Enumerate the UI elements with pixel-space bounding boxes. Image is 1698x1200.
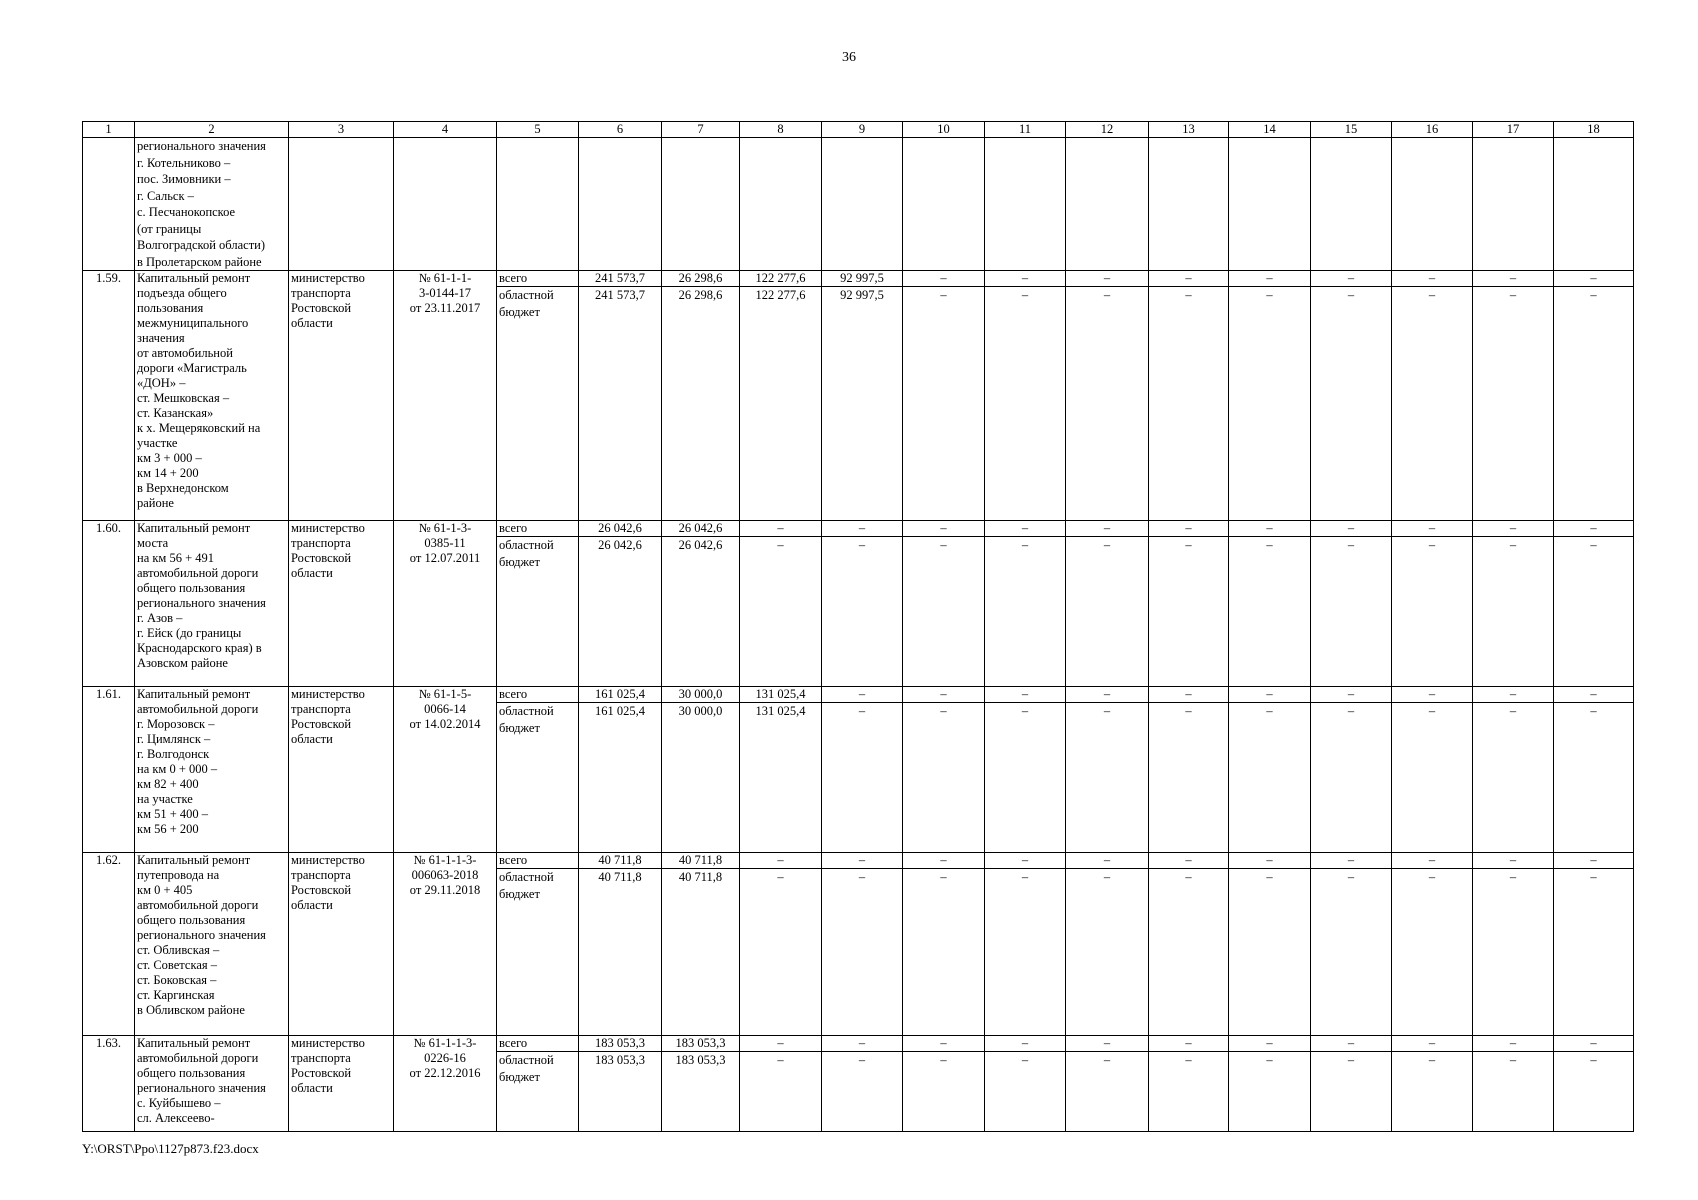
- item-document: № 61-1-1-3- 0226-16 от 22.12.2016: [394, 1036, 497, 1132]
- header-cell: 3: [289, 122, 394, 138]
- value-cell: 40 711,8: [662, 853, 740, 869]
- item-number: 1.59.: [83, 271, 135, 521]
- empty-cell: [394, 138, 497, 271]
- item-customer: министерство транспорта Ростовской области: [289, 521, 394, 687]
- value-cell: –: [740, 869, 822, 1036]
- value-cell: –: [1229, 1052, 1311, 1132]
- value-cell: –: [903, 853, 985, 869]
- value-cell: –: [985, 1052, 1066, 1132]
- empty-cell: [985, 138, 1066, 271]
- value-cell: –: [1066, 1052, 1149, 1132]
- value-cell: –: [1392, 687, 1473, 703]
- value-cell: 26 298,6: [662, 271, 740, 287]
- value-cell: –: [1066, 687, 1149, 703]
- value-cell: –: [1066, 703, 1149, 853]
- value-cell: –: [740, 1052, 822, 1132]
- value-cell: –: [1392, 521, 1473, 537]
- item-number: 1.62.: [83, 853, 135, 1036]
- value-cell: –: [822, 853, 903, 869]
- item-customer: министерство транспорта Ростовской области: [289, 853, 394, 1036]
- value-cell: –: [1392, 537, 1473, 687]
- item-number: 1.61.: [83, 687, 135, 853]
- funding-source: областной бюджет: [497, 869, 579, 1036]
- value-cell: –: [1473, 271, 1554, 287]
- value-cell: –: [1392, 703, 1473, 853]
- value-cell: –: [1473, 869, 1554, 1036]
- value-cell: 30 000,0: [662, 703, 740, 853]
- empty-cell: [579, 138, 662, 271]
- header-cell: 10: [903, 122, 985, 138]
- value-cell: –: [1066, 271, 1149, 287]
- item-description: Капитальный ремонт автомобильной дороги г. Морозовск – г. Цимлянск – г. Волгодонск на км 0 + 000 – км 82 + 400 на участке км 51 + 400 – км 56 + 200: [135, 687, 289, 853]
- header-cell: 4: [394, 122, 497, 138]
- continuation-row: [83, 138, 1634, 271]
- record-row: [83, 271, 1634, 287]
- value-cell: –: [1554, 869, 1634, 1036]
- funding-source: всего: [497, 853, 579, 869]
- header-cell: 17: [1473, 122, 1554, 138]
- funding-source: всего: [497, 1036, 579, 1052]
- header-cell: 16: [1392, 122, 1473, 138]
- value-cell: –: [1392, 853, 1473, 869]
- value-cell: 26 042,6: [579, 537, 662, 687]
- header-cell: 15: [1311, 122, 1392, 138]
- funding-source: всего: [497, 521, 579, 537]
- value-cell: –: [740, 853, 822, 869]
- header-cell: 12: [1066, 122, 1149, 138]
- empty-cell: [1229, 138, 1311, 271]
- description-cell: регионального значения г. Котельниково – пос. Зимовники – г. Сальск – с. Песчанокопское (от границы Волгоградской области) в Пролетарском районе: [135, 138, 289, 271]
- value-cell: 92 997,5: [822, 287, 903, 521]
- value-cell: –: [903, 687, 985, 703]
- column-number-row: [83, 122, 1634, 138]
- funding-source: областной бюджет: [497, 287, 579, 521]
- value-cell: –: [1311, 271, 1392, 287]
- value-cell: –: [1473, 853, 1554, 869]
- value-cell: –: [985, 869, 1066, 1036]
- value-cell: –: [1311, 869, 1392, 1036]
- empty-cell: [1149, 138, 1229, 271]
- record-row: [83, 687, 1634, 703]
- item-document: № 61-1-1-3- 006063-2018 от 29.11.2018: [394, 853, 497, 1036]
- empty-cell: [1311, 138, 1392, 271]
- record-row: [83, 1036, 1634, 1052]
- empty-cell: [1392, 138, 1473, 271]
- value-cell: –: [1311, 1036, 1392, 1052]
- item-customer: министерство транспорта Ростовской области: [289, 687, 394, 853]
- value-cell: –: [1149, 287, 1229, 521]
- value-cell: –: [1554, 521, 1634, 537]
- value-cell: –: [1554, 853, 1634, 869]
- value-cell: –: [903, 271, 985, 287]
- value-cell: 183 053,3: [662, 1036, 740, 1052]
- value-cell: –: [985, 271, 1066, 287]
- value-cell: –: [1473, 537, 1554, 687]
- value-cell: –: [740, 1036, 822, 1052]
- value-cell: –: [1473, 521, 1554, 537]
- value-cell: 40 711,8: [662, 869, 740, 1036]
- header-cell: 6: [579, 122, 662, 138]
- header-cell: 7: [662, 122, 740, 138]
- value-cell: 122 277,6: [740, 287, 822, 521]
- value-cell: –: [985, 537, 1066, 687]
- funding-source: областной бюджет: [497, 1052, 579, 1132]
- value-cell: –: [985, 1036, 1066, 1052]
- value-cell: –: [1554, 687, 1634, 703]
- header-cell: 14: [1229, 122, 1311, 138]
- item-description: Капитальный ремонт подъезда общего пользования межмуниципального значения от автомобильной дороги «Магистраль «ДОН» – ст. Мешковская – ст. Казанская» к х. Мещеряковский на участке км 3 + 000 – км 14 + 200 в Верхнедонском районе: [135, 271, 289, 521]
- value-cell: –: [1066, 869, 1149, 1036]
- empty-cell: [1473, 138, 1554, 271]
- item-customer: министерство транспорта Ростовской области: [289, 1036, 394, 1132]
- value-cell: –: [822, 1036, 903, 1052]
- value-cell: 30 000,0: [662, 687, 740, 703]
- value-cell: –: [1473, 1052, 1554, 1132]
- item-description: Капитальный ремонт моста на км 56 + 491 автомобильной дороги общего пользования регионального значения г. Азов – г. Ейск (до границы Краснодарского края) в Азовском районе: [135, 521, 289, 687]
- value-cell: –: [1149, 271, 1229, 287]
- value-cell: –: [1392, 869, 1473, 1036]
- value-cell: –: [903, 869, 985, 1036]
- value-cell: –: [822, 521, 903, 537]
- funding-source: областной бюджет: [497, 537, 579, 687]
- funding-source: областной бюджет: [497, 703, 579, 853]
- value-cell: 26 298,6: [662, 287, 740, 521]
- value-cell: –: [903, 1036, 985, 1052]
- value-cell: –: [1554, 703, 1634, 853]
- value-cell: 131 025,4: [740, 703, 822, 853]
- value-cell: 183 053,3: [662, 1052, 740, 1132]
- item-document: № 61-1-3- 0385-11 от 12.07.2011: [394, 521, 497, 687]
- value-cell: –: [1392, 287, 1473, 521]
- value-cell: –: [1311, 703, 1392, 853]
- value-cell: –: [1392, 1052, 1473, 1132]
- value-cell: 131 025,4: [740, 687, 822, 703]
- value-cell: –: [1066, 287, 1149, 521]
- value-cell: –: [1066, 521, 1149, 537]
- value-cell: –: [1554, 1052, 1634, 1132]
- value-cell: –: [740, 521, 822, 537]
- value-cell: –: [1229, 687, 1311, 703]
- value-cell: –: [1149, 869, 1229, 1036]
- empty-cell: [1066, 138, 1149, 271]
- funding-source: всего: [497, 271, 579, 287]
- value-cell: –: [740, 537, 822, 687]
- empty-cell: [1554, 138, 1634, 271]
- value-cell: 40 711,8: [579, 853, 662, 869]
- value-cell: –: [903, 287, 985, 521]
- value-cell: –: [1311, 853, 1392, 869]
- item-description: Капитальный ремонт автомобильной дороги общего пользования регионального значения с. Куйбышево – сл. Алексеево-: [135, 1036, 289, 1132]
- record-row: [83, 853, 1634, 869]
- value-cell: –: [1554, 537, 1634, 687]
- value-cell: –: [1311, 1052, 1392, 1132]
- header-cell: 1: [83, 122, 135, 138]
- value-cell: 26 042,6: [662, 521, 740, 537]
- header-cell: 2: [135, 122, 289, 138]
- value-cell: –: [1149, 687, 1229, 703]
- value-cell: 40 711,8: [579, 869, 662, 1036]
- header-cell: 11: [985, 122, 1066, 138]
- value-cell: –: [1149, 853, 1229, 869]
- item-number: 1.60.: [83, 521, 135, 687]
- value-cell: –: [822, 687, 903, 703]
- value-cell: 92 997,5: [822, 271, 903, 287]
- value-cell: –: [1066, 1036, 1149, 1052]
- value-cell: –: [1149, 703, 1229, 853]
- value-cell: 122 277,6: [740, 271, 822, 287]
- value-cell: –: [903, 521, 985, 537]
- value-cell: –: [985, 703, 1066, 853]
- value-cell: –: [1066, 853, 1149, 869]
- header-cell: 13: [1149, 122, 1229, 138]
- value-cell: –: [1554, 271, 1634, 287]
- file-path-footer: Y:\ORST\Ppo\1127p873.f23.docx: [82, 1141, 259, 1156]
- item-description: Капитальный ремонт путепровода на км 0 + 405 автомобильной дороги общего пользования регионального значения ст. Обливская – ст. Советская – ст. Боковская – ст. Каргинская в Обливском районе: [135, 853, 289, 1036]
- value-cell: 183 053,3: [579, 1052, 662, 1132]
- header-cell: 9: [822, 122, 903, 138]
- value-cell: –: [822, 537, 903, 687]
- value-cell: 241 573,7: [579, 271, 662, 287]
- value-cell: –: [822, 703, 903, 853]
- empty-cell: [662, 138, 740, 271]
- value-cell: –: [1149, 1052, 1229, 1132]
- value-cell: –: [1473, 287, 1554, 521]
- number-cell: [83, 138, 135, 271]
- item-customer: министерство транспорта Ростовской области: [289, 271, 394, 521]
- value-cell: –: [1229, 869, 1311, 1036]
- header-cell: 8: [740, 122, 822, 138]
- record-row: [83, 521, 1634, 537]
- item-document: № 61-1-5- 0066-14 от 14.02.2014: [394, 687, 497, 853]
- value-cell: –: [822, 1052, 903, 1132]
- value-cell: –: [1229, 853, 1311, 869]
- value-cell: –: [1554, 1036, 1634, 1052]
- value-cell: –: [903, 1052, 985, 1132]
- value-cell: –: [1392, 271, 1473, 287]
- program-table: [82, 121, 1634, 1132]
- item-number: 1.63.: [83, 1036, 135, 1132]
- value-cell: –: [1473, 687, 1554, 703]
- value-cell: –: [1311, 687, 1392, 703]
- value-cell: –: [1149, 1036, 1229, 1052]
- value-cell: –: [1066, 537, 1149, 687]
- value-cell: –: [1149, 537, 1229, 687]
- value-cell: –: [822, 869, 903, 1036]
- value-cell: –: [985, 687, 1066, 703]
- value-cell: –: [903, 703, 985, 853]
- empty-cell: [497, 138, 579, 271]
- empty-cell: [289, 138, 394, 271]
- value-cell: –: [1554, 287, 1634, 521]
- value-cell: –: [1229, 703, 1311, 853]
- value-cell: –: [985, 853, 1066, 869]
- header-cell: 18: [1554, 122, 1634, 138]
- value-cell: –: [985, 287, 1066, 521]
- value-cell: –: [1229, 271, 1311, 287]
- header-cell: 5: [497, 122, 579, 138]
- page-number: 36: [842, 50, 856, 65]
- value-cell: –: [1149, 521, 1229, 537]
- value-cell: 161 025,4: [579, 687, 662, 703]
- funding-source: всего: [497, 687, 579, 703]
- value-cell: –: [1311, 521, 1392, 537]
- item-document: № 61-1-1- 3-0144-17 от 23.11.2017: [394, 271, 497, 521]
- value-cell: –: [1229, 521, 1311, 537]
- value-cell: –: [1473, 1036, 1554, 1052]
- empty-cell: [740, 138, 822, 271]
- value-cell: –: [1229, 287, 1311, 521]
- value-cell: –: [1311, 287, 1392, 521]
- value-cell: –: [1229, 1036, 1311, 1052]
- value-cell: –: [1392, 1036, 1473, 1052]
- value-cell: 183 053,3: [579, 1036, 662, 1052]
- value-cell: –: [1473, 703, 1554, 853]
- empty-cell: [903, 138, 985, 271]
- value-cell: 26 042,6: [662, 537, 740, 687]
- value-cell: –: [985, 521, 1066, 537]
- value-cell: –: [903, 537, 985, 687]
- value-cell: 241 573,7: [579, 287, 662, 521]
- value-cell: 26 042,6: [579, 521, 662, 537]
- value-cell: –: [1311, 537, 1392, 687]
- value-cell: –: [1229, 537, 1311, 687]
- value-cell: 161 025,4: [579, 703, 662, 853]
- empty-cell: [822, 138, 903, 271]
